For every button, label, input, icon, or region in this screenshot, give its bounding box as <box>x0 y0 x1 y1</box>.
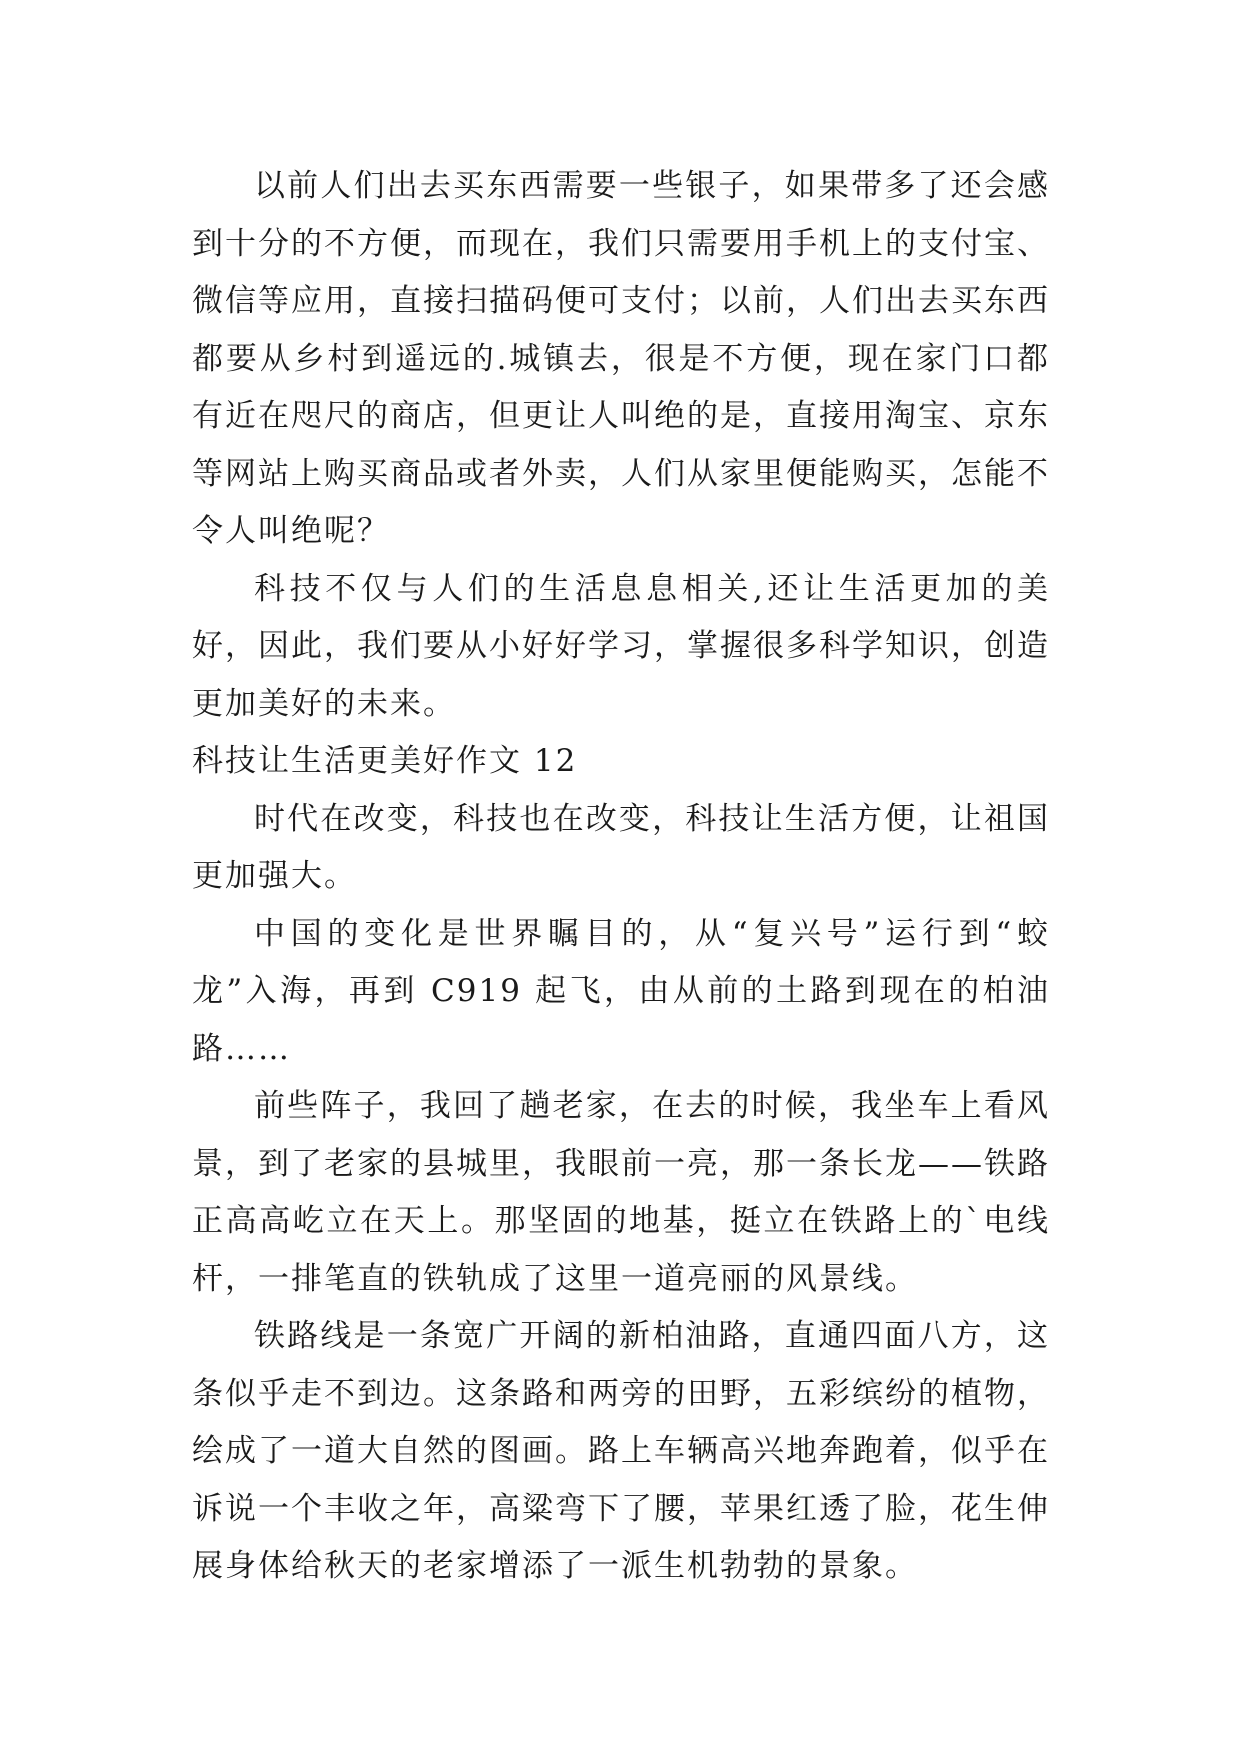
section-title: 科技让生活更美好作文 12 <box>192 743 578 779</box>
paragraph-china-change: 中国的变化是世界瞩目的，从“复兴号”运行到“蛟龙”入海，再到 C919 起飞，由从前的土路到现在的柏油路…… <box>192 915 1050 1067</box>
paragraph-hometown-trip: 前些阵子，我回了趟老家，在去的时候，我坐车上看风景，到了老家的县城里，我眼前一亮，那一条长龙——铁路正高高屹立在天上。那坚固的地基，挺立在铁路上的`电线杆，一排笔直的铁轨成了这里一道亮丽的风景线。 <box>192 1088 1050 1297</box>
paragraph-railway-road: 铁路线是一条宽广开阔的新柏油路，直通四面八方，这条似乎走不到边。这条路和两旁的田野，五彩缤纷的植物，绘成了一道大自然的图画。路上车辆高兴地奔跑着，似乎在诉说一个丰收之年，高粱弯下了腰，苹果红透了脸，花生伸展身体给秋天的老家增添了一派生机勃勃的景象。 <box>192 1318 1050 1584</box>
document-page <box>192 158 1050 1596</box>
paragraph-era-change: 时代在改变，科技也在改变，科技让生活方便，让祖国更加强大。 <box>192 800 1050 894</box>
paragraph-conclusion: 科技不仅与人们的生活息息相关,还让生活更加的美好，因此，我们要从小好好学习，掌握很多科学知识，创造更加美好的未来。 <box>192 570 1050 722</box>
paragraph-shopping: 以前人们出去买东西需要一些银子，如果带多了还会感到十分的不方便，而现在，我们只需要用手机上的支付宝、微信等应用，直接扫描码便可支付；以前，人们出去买东西都要从乡村到遥远的.城镇去，很是不方便，现在家门口都有近在咫尺的商店，但更让人叫绝的是，直接用淘宝、京东等网站上购买商品或者外卖，人们从家里便能购买，怎能不令人叫绝呢？ <box>192 168 1050 549</box>
